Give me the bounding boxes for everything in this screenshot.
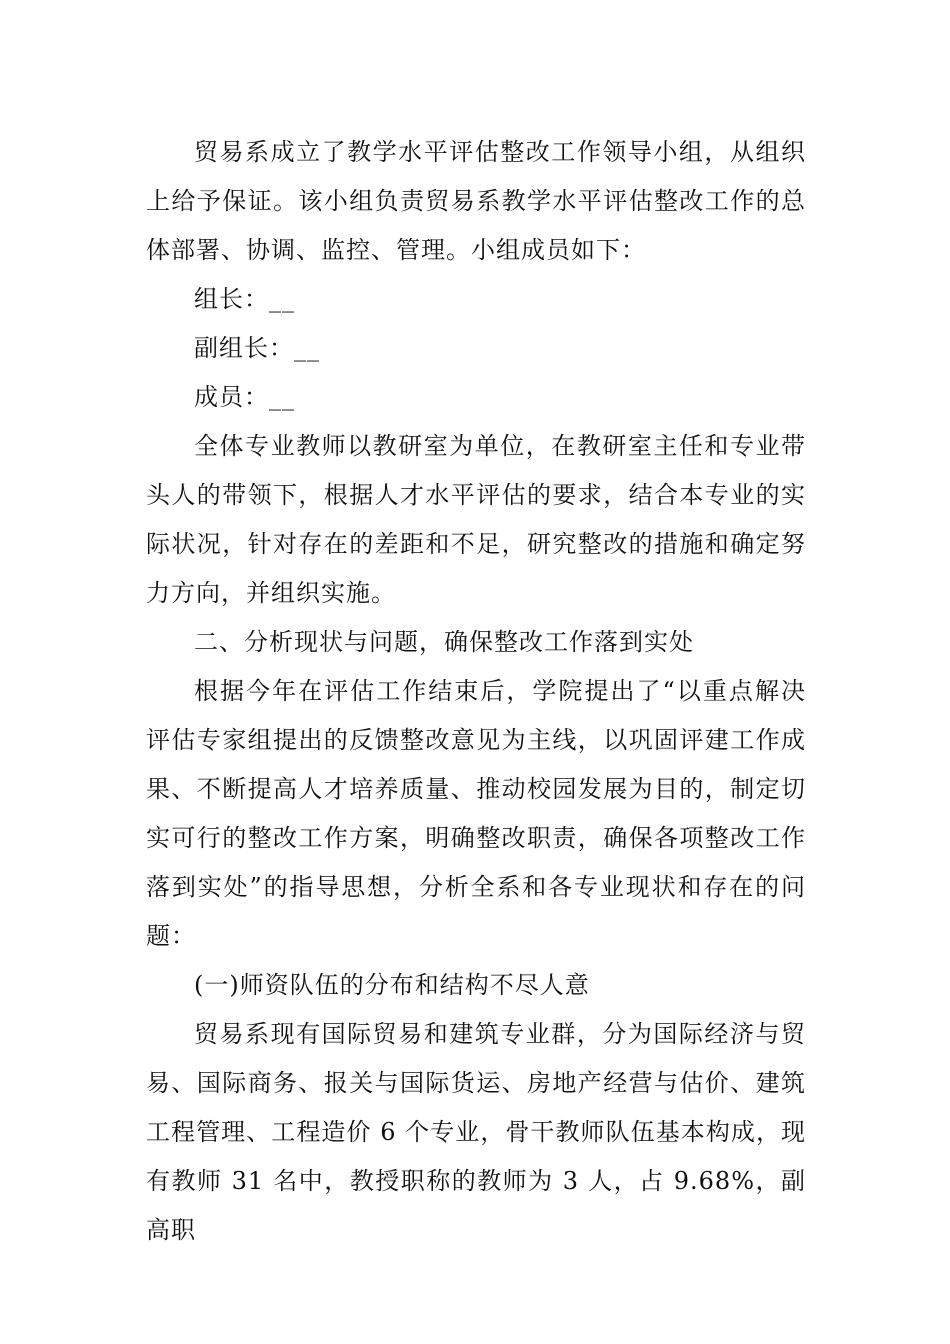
section-heading-analysis: 二、分析现状与问题，确保整改工作落到实处 [194,628,694,656]
paragraph-group-leader: 组长：__ [194,285,295,313]
paragraph-deputy-leader: 副组长：__ [194,334,320,362]
document-body [146,128,806,1255]
paragraph-guiding-ideology: 根据今年在评估工作结束后，学院提出了“以重点解决评估专家组提出的反馈整改意见为主线，以巩固评建工作成果、不断提高人才培养质量、推动校园发展为目的，制定切实可行的整改工作方案，明确整改职责，确保各项整改工作落到实处”的指导思想，分析全系和各专业现状和存在的问题： [146,677,806,950]
paragraph-leadership-group: 贸易系成立了教学水平评估整改工作领导小组，从组织上给予保证。该小组负责贸易系教学水平评估整改工作的总体部署、协调、监控、管理。小组成员如下： [146,138,806,264]
subsection-heading-faculty: (一)师资队伍的分布和结构不尽人意 [194,971,590,999]
paragraph-members: 成员：__ [194,383,295,411]
paragraph-teachers: 全体专业教师以教研室为单位，在教研室主任和专业带头人的带领下，根据人才水平评估的要求，结合本专业的实际状况，针对存在的差距和不足，研究整改的措施和确定努力方向，并组织实施。 [146,432,806,607]
paragraph-faculty-structure: 贸易系现有国际贸易和建筑专业群，分为国际经济与贸易、国际商务、报关与国际货运、房地产经营与估价、建筑工程管理、工程造价 6 个专业，骨干教师队伍基本构成，现有教师 31 名中，教授职称的教师为 3 人，占 9.68%，副高职 [146,1020,806,1244]
